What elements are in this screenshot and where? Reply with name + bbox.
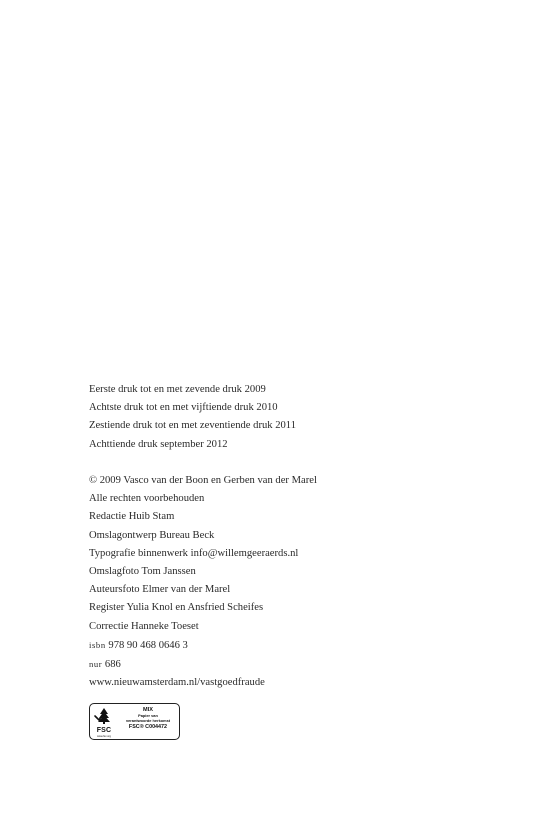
fsc-logo-word: FSC xyxy=(96,727,112,734)
cover-photo-line: Omslagfoto Tom Janssen xyxy=(89,566,196,578)
fsc-text xyxy=(118,707,178,732)
isbn-label: isbn xyxy=(89,639,106,650)
editor-line: Redactie Huib Stam xyxy=(89,511,175,523)
fsc-license-code: FSC® C004472 xyxy=(128,724,168,731)
colophon xyxy=(89,381,509,692)
nur-line xyxy=(89,655,509,674)
cover-design-line: Omslagontwerp Bureau Beck xyxy=(89,529,215,541)
fsc-tree-checkmark-icon xyxy=(93,706,115,726)
isbn-value: 978 90 468 0646 3 xyxy=(108,639,188,651)
credits-block xyxy=(89,472,509,692)
edition-line: Achtste druk tot en met vijftiende druk 2010 xyxy=(89,402,278,414)
index-line: Register Yulia Knol en Ansfried Scheifes xyxy=(89,602,264,614)
edition-line: Zestiende druk tot en met zeventiende druk 2011 xyxy=(89,420,297,432)
proofreading-line: Correctie Hanneke Toeset xyxy=(89,620,199,632)
edition-line: Eerste druk tot en met zevende druk 2009 xyxy=(89,384,266,395)
fsc-description: Papier van xyxy=(138,713,158,718)
nur-value: 686 xyxy=(104,659,121,671)
fsc-mix: MIX xyxy=(143,707,153,713)
author-photo-line: Auteursfoto Elmer van der Marel xyxy=(89,584,231,596)
fsc-description: verantwoorde herkomst xyxy=(125,717,171,723)
copyright-line: © 2009 Vasco van der Boon en Gerben van der Marel xyxy=(89,475,317,486)
website-line: www.nieuwamsterdam.nl/vastgoedfraude xyxy=(89,677,265,689)
edition-history xyxy=(89,381,509,454)
nur-label: nur xyxy=(89,659,103,670)
fsc-logo xyxy=(93,706,115,738)
fsc-label xyxy=(89,703,180,740)
edition-line: Achttiende druk september 2012 xyxy=(89,438,228,450)
typography-line: Typografie binnenwerk info@willemgeeraerds.nl xyxy=(89,547,299,559)
fsc-logo-site: www.fsc.org xyxy=(97,735,111,738)
spacer xyxy=(89,454,509,472)
isbn-line xyxy=(89,636,509,655)
rights-line: Alle rechten voorbehouden xyxy=(89,493,205,505)
